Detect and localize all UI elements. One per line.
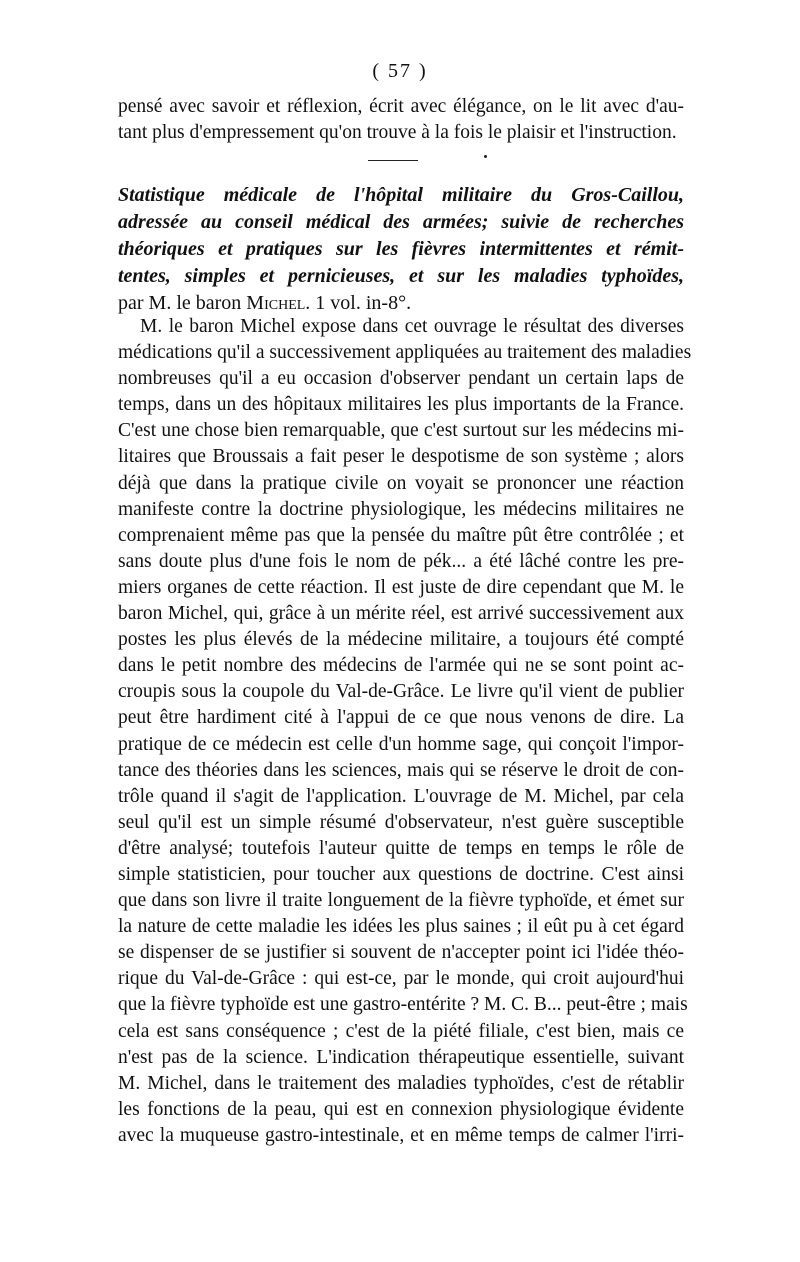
review-title	[118, 182, 684, 317]
title-line: tentes, simples et pernicieuses, et sur les maladies typhoïdes,	[118, 265, 684, 287]
body-line: temps, dans un des hôpitaux militaires les plus importants de la France.	[118, 394, 684, 416]
intro-paragraph	[118, 94, 684, 146]
title-line: théoriques et pratiques sur les fièvres intermittentes et rémit-	[118, 238, 684, 260]
body-line: manifeste contre la doctrine physiologique, les médecins militaires ne	[118, 498, 684, 520]
body-line: M. Michel, dans le traitement des maladies typhoïdes, c'est de rétablir	[118, 1072, 684, 1094]
body-line: déjà que dans la pratique civile on voyait se prononcer une réaction	[118, 472, 684, 494]
body-line: que la fièvre typhoïde est une gastro-entérite ? M. C. B... peut-être ; mais	[118, 994, 688, 1016]
body-line: cela est sans conséquence ; c'est de la piété filiale, c'est bien, mais ce	[118, 1020, 684, 1042]
section-divider	[368, 160, 418, 161]
review-body	[118, 314, 692, 1149]
body-line: miers organes de cette réaction. Il est juste de dire cependant que M. le	[118, 576, 684, 598]
body-line: M. le baron Michel expose dans cet ouvrage le résultat des diverses	[140, 316, 684, 337]
ink-dot	[484, 155, 487, 158]
intro-line: pensé avec savoir et réflexion, écrit avec élégance, on le lit avec d'au-	[118, 96, 684, 117]
body-line: médications qu'il a successivement appliquées au traitement des maladies	[118, 342, 692, 364]
title-line: Statistique médicale de l'hôpital militaire du Gros-Caillou,	[118, 184, 684, 206]
page-number: ( 57 )	[372, 60, 428, 82]
body-line: croupis sous la coupole du Val-de-Grâce. Le livre qu'il vient de publier	[118, 681, 684, 703]
intro-line: tant plus d'empressement qu'on trouve à la fois le plaisir et l'instruction.	[118, 122, 677, 143]
body-line: nombreuses qu'il a eu occasion d'observer pendant un certain laps de	[118, 368, 684, 390]
body-line: tance des théories dans les sciences, mais qui se réserve le droit de con-	[118, 759, 684, 781]
body-line: dans le petit nombre des médecins de l'armée qui ne se sont point ac-	[118, 655, 684, 677]
byline-prefix: par M. le baron	[118, 292, 247, 314]
body-line: trôle quand il s'agit de l'application. L'ouvrage de M. Michel, par cela	[118, 785, 684, 807]
body-line: se dispenser de se justifier si souvent de n'accepter point ici l'idée théo-	[118, 942, 684, 964]
body-line: pratique de ce médecin est celle d'un homme sage, qui conçoit l'impor-	[118, 733, 684, 755]
byline-suffix: . 1 vol. in-8°.	[305, 292, 412, 314]
body-line: litaires que Broussais a fait peser le despotisme de son système ; alors	[118, 446, 684, 468]
body-line: C'est une chose bien remarquable, que c'est surtout sur les médecins mi-	[118, 420, 684, 442]
body-line: baron Michel, qui, grâce à un mérite réel, est arrivé successivement aux	[118, 603, 684, 625]
byline-author: Michel	[246, 292, 306, 314]
title-line: adressée au conseil médical des armées; suivie de recherches	[118, 211, 684, 233]
body-line: postes les plus élevés de la médecine militaire, a toujours été compté	[118, 629, 684, 651]
body-line: la nature de cette maladie les idées les plus saines ; il eût pu à cet égard	[118, 916, 684, 938]
body-line: comprenaient même pas que la pensée du maître pût être contrôlée ; et	[118, 524, 684, 546]
body-line: rique du Val-de-Grâce : qui est-ce, par le monde, qui croit aujourd'hui	[118, 968, 684, 990]
byline	[118, 290, 684, 317]
body-line: les fonctions de la peau, qui est en connexion physiologique évidente	[118, 1098, 684, 1120]
body-line: d'être analysé; toutefois l'auteur quitte de temps en temps le rôle de	[118, 837, 684, 859]
body-line: n'est pas de la science. L'indication thérapeutique essentielle, suivant	[118, 1046, 684, 1068]
body-line: que dans son livre il traite longuement de la fièvre typhoïde, et émet sur	[118, 890, 684, 912]
body-line: sans doute plus d'une fois le nom de pék... a été lâché contre les pre-	[118, 550, 684, 572]
body-line: simple statisticien, pour toucher aux questions de doctrine. C'est ainsi	[118, 863, 684, 885]
body-line: seul qu'il est un simple résumé d'observateur, n'est guère susceptible	[118, 811, 684, 833]
body-line: peut être hardiment cité à l'appui de ce que nous venons de dire. La	[118, 707, 684, 729]
body-line: avec la muqueuse gastro-intestinale, et en même temps de calmer l'irri-	[118, 1124, 684, 1146]
